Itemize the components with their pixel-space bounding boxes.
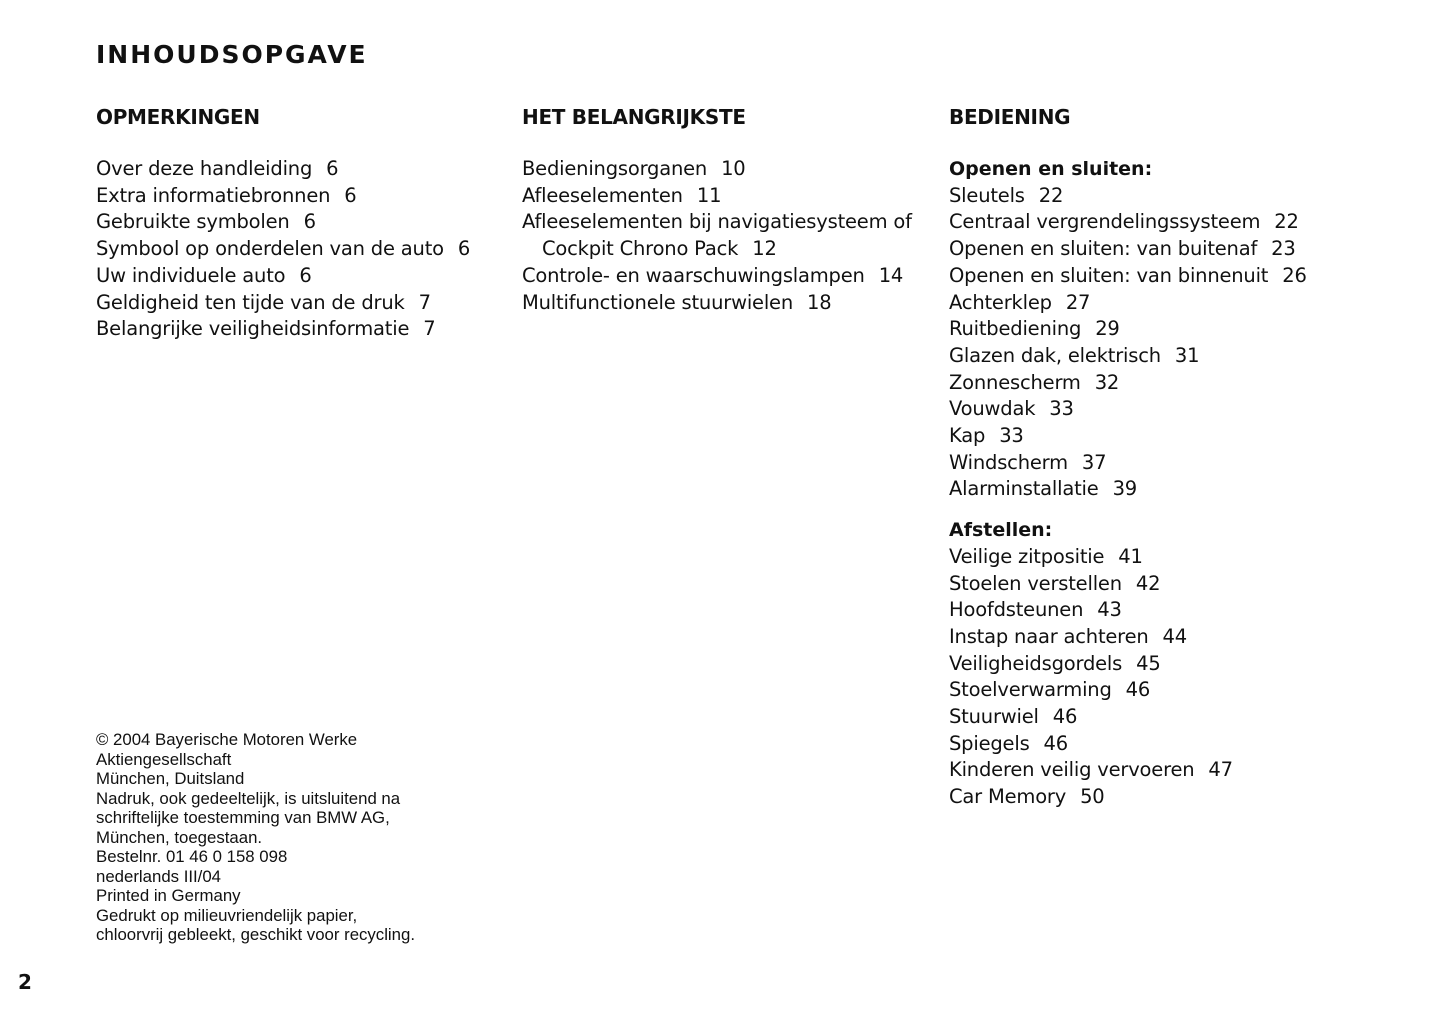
imprint-line: Nadruk, ook gedeeltelijk, is uitsluitend na <box>96 788 401 808</box>
entry-title: Uw individuele auto <box>96 263 286 287</box>
imprint-block <box>96 730 415 945</box>
entry-page: 26 <box>1282 263 1307 287</box>
entry-page: 33 <box>1049 397 1074 421</box>
toc-entry[interactable] <box>949 290 1369 317</box>
toc-entry[interactable] <box>949 263 1369 290</box>
imprint-line: Bestelnr. 01 46 0 158 098 <box>96 847 288 866</box>
entry-title: Kap <box>949 424 986 448</box>
toc-entry[interactable] <box>949 476 1369 503</box>
toc-entry[interactable] <box>949 597 1369 624</box>
entry-page: 50 <box>1080 785 1105 809</box>
page-title: INHOUDSOPGAVE <box>96 40 368 69</box>
entry-title: Symbool op onderdelen van de auto <box>96 237 444 261</box>
toc-entry[interactable] <box>949 450 1369 477</box>
entry-page: 6 <box>344 183 357 207</box>
entry-title: Instap naar achteren <box>949 624 1149 648</box>
entry-page: 22 <box>1038 183 1064 207</box>
imprint-line: chloorvrij gebleekt, geschikt voor recycling. <box>96 925 415 944</box>
entry-page: 41 <box>1118 544 1143 568</box>
toc-entry[interactable] <box>949 677 1369 704</box>
entry-page: 31 <box>1174 343 1200 367</box>
toc-entry[interactable] <box>522 263 942 290</box>
entry-title: Geldigheid ten tijde van de druk <box>96 290 405 314</box>
entry-page: 39 <box>1112 477 1137 501</box>
entry-page: 23 <box>1271 237 1296 261</box>
entry-page: 42 <box>1135 571 1161 595</box>
entry-page: 10 <box>721 157 746 180</box>
entry-title: Belangrijke veiligheidsinformatie <box>96 317 410 341</box>
page-number: 2 <box>18 970 32 994</box>
entry-title: Sleutels <box>949 183 1025 207</box>
entry-title: Kinderen veilig vervoeren <box>949 758 1195 782</box>
toc-list <box>522 156 942 316</box>
entry-title: Stuurwiel <box>949 705 1039 729</box>
entry-title: Openen en sluiten: van binnenuit <box>949 263 1269 287</box>
toc-entry[interactable] <box>949 624 1369 651</box>
entry-page: 46 <box>1043 731 1068 755</box>
entry-title: Hoofdsteunen <box>949 598 1084 622</box>
toc-section-het-belangrijkste <box>522 102 942 316</box>
entry-page: 32 <box>1094 370 1120 394</box>
toc-entry[interactable] <box>949 757 1369 784</box>
entry-page: 11 <box>696 183 722 207</box>
toc-entry[interactable] <box>96 156 516 183</box>
toc-entry[interactable] <box>949 544 1369 571</box>
entry-page: 46 <box>1125 678 1151 702</box>
toc-entry[interactable] <box>949 396 1369 423</box>
toc-section-bediening <box>949 102 1369 811</box>
toc-list <box>949 183 1369 503</box>
entry-title: Vouwdak <box>949 397 1036 421</box>
toc-entry[interactable] <box>522 183 942 210</box>
entry-title: Multifunctionele stuurwielen <box>522 290 794 314</box>
entry-title: Over deze handleiding <box>96 157 313 180</box>
toc-entry[interactable] <box>522 209 942 262</box>
entry-page: 6 <box>303 210 316 234</box>
entry-page: 22 <box>1274 210 1299 234</box>
toc-entry[interactable] <box>522 290 942 317</box>
toc-list <box>949 544 1369 811</box>
entry-title: Stoelverwarming <box>949 678 1112 702</box>
entry-title: Afleeselementen <box>522 183 683 207</box>
entry-title: Afleeselementen bij navigatiesysteem of <box>522 210 912 234</box>
toc-entry[interactable] <box>949 343 1369 370</box>
toc-group-openen-en-sluiten <box>949 156 1369 503</box>
entry-title: Car Memory <box>949 785 1067 809</box>
section-heading: BEDIENING <box>949 105 1071 129</box>
toc-entry[interactable] <box>949 571 1369 598</box>
toc-entry[interactable] <box>96 183 516 210</box>
entry-page: 7 <box>418 290 431 314</box>
toc-entry[interactable] <box>949 316 1369 343</box>
toc-group-afstellen <box>949 517 1369 811</box>
entry-title: Centraal vergrendelingssysteem <box>949 210 1261 234</box>
entry-title: Bedieningsorganen <box>522 157 708 180</box>
toc-list <box>96 156 516 343</box>
entry-page: 18 <box>807 290 832 314</box>
entry-title: Controle- en waarschuwingslampen <box>522 263 865 287</box>
entry-page: 37 <box>1081 450 1107 474</box>
section-heading: HET BELANGRIJKSTE <box>522 105 746 129</box>
toc-entry[interactable] <box>949 183 1369 210</box>
toc-entry[interactable] <box>522 156 942 183</box>
toc-entry[interactable] <box>949 731 1369 758</box>
entry-page: 14 <box>878 263 904 287</box>
entry-page: 7 <box>423 317 436 341</box>
imprint-line: nederlands III/04 <box>96 866 222 886</box>
imprint-line: © 2004 Bayerische Motoren Werke <box>96 730 358 749</box>
toc-entry[interactable] <box>949 370 1369 397</box>
entry-title-continuation: Cockpit Chrono Pack <box>542 237 739 261</box>
entry-title: Ruitbediening <box>949 317 1082 341</box>
toc-entry[interactable] <box>96 263 516 290</box>
entry-title: Achterklep <box>949 290 1052 314</box>
toc-entry[interactable] <box>949 209 1369 236</box>
toc-entry[interactable] <box>96 290 516 317</box>
toc-section-opmerkingen <box>96 102 516 343</box>
entry-page: 33 <box>999 424 1024 448</box>
entry-title: Openen en sluiten: van buitenaf <box>949 237 1258 261</box>
section-heading: OPMERKINGEN <box>96 105 260 129</box>
entry-page: 6 <box>457 237 471 261</box>
entry-page: 45 <box>1136 651 1161 675</box>
entry-title: Veilige zitpositie <box>949 544 1105 568</box>
entry-title: Glazen dak, elektrisch <box>949 343 1161 367</box>
entry-page: 29 <box>1095 317 1120 341</box>
imprint-line: München, Duitsland <box>96 769 245 788</box>
entry-title: Alarminstallatie <box>949 477 1099 501</box>
imprint-line: Gedrukt op milieuvriendelijk papier, <box>96 905 358 925</box>
entry-page: 6 <box>299 263 312 287</box>
entry-page: 27 <box>1065 290 1091 314</box>
group-subheading: Afstellen: <box>949 519 1053 542</box>
imprint-line: schriftelijke toestemming van BMW AG, <box>96 808 390 827</box>
toc-entry[interactable] <box>96 209 516 236</box>
entry-page: 46 <box>1052 705 1078 729</box>
entry-page: 47 <box>1208 758 1233 782</box>
toc-entry[interactable] <box>96 236 516 263</box>
toc-entry[interactable] <box>96 316 516 343</box>
toc-entry[interactable] <box>949 651 1369 678</box>
entry-page: 43 <box>1097 598 1122 622</box>
toc-entry[interactable] <box>949 236 1369 263</box>
imprint-line: Printed in Germany <box>96 886 241 905</box>
imprint-line: Aktiengesellschaft <box>96 749 232 769</box>
entry-page: 6 <box>326 157 339 180</box>
entry-title: Extra informatiebronnen <box>96 183 331 207</box>
imprint-line: München, toegestaan. <box>96 827 263 847</box>
entry-page: 12 <box>752 237 777 261</box>
group-subheading: Openen en sluiten: <box>949 158 1153 180</box>
entry-title: Windscherm <box>949 450 1068 474</box>
entry-title: Zonnescherm <box>949 370 1081 394</box>
toc-entry[interactable] <box>949 704 1369 731</box>
entry-page: 44 <box>1162 624 1187 648</box>
entry-title: Stoelen verstellen <box>949 571 1122 595</box>
entry-title: Spiegels <box>949 731 1030 755</box>
toc-entry[interactable] <box>949 423 1369 450</box>
toc-entry[interactable] <box>949 784 1369 811</box>
entry-title: Gebruikte symbolen <box>96 210 290 234</box>
entry-title: Veiligheidsgordels <box>949 651 1123 675</box>
